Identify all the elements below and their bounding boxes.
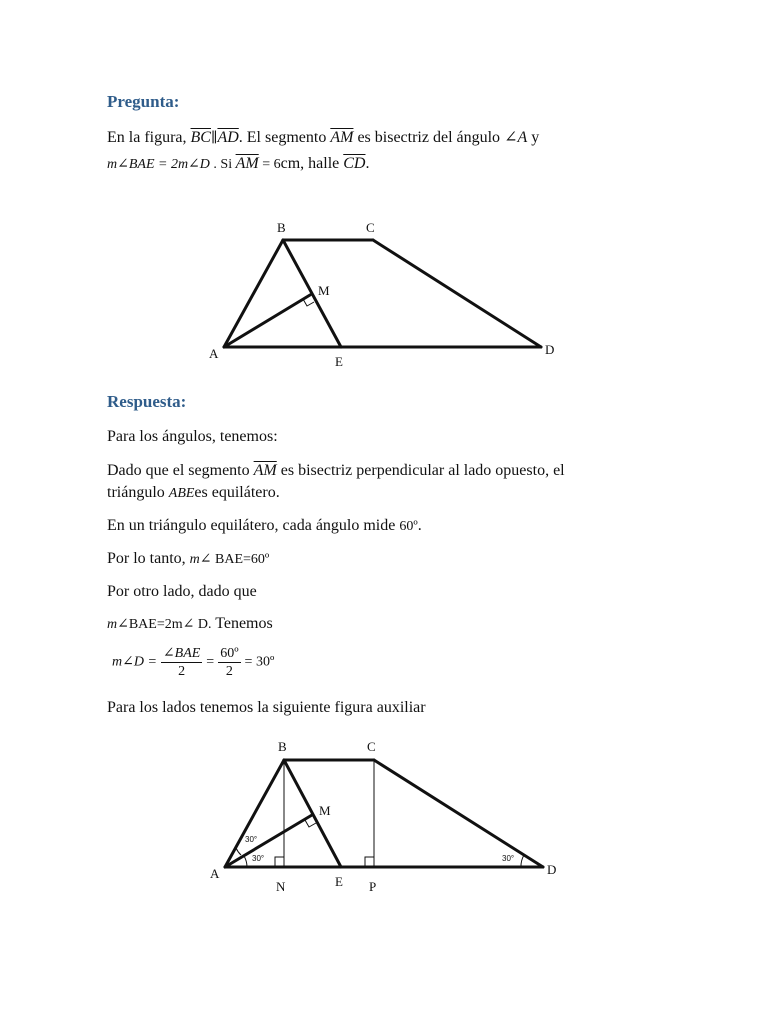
text: Dado que el segmento <box>107 462 254 479</box>
angle-value: 60º <box>399 519 418 534</box>
side-ab <box>225 760 284 867</box>
side-ab <box>224 240 283 347</box>
equals: = <box>206 654 215 670</box>
angle-arc-upper <box>236 848 241 855</box>
text: Tenemos <box>211 615 273 632</box>
denominator: 2 <box>225 664 233 679</box>
segment-am <box>224 295 310 347</box>
segment-be <box>283 240 341 347</box>
segment-am: $\overline{AM}$ <box>253 462 277 479</box>
angle-arc-d <box>521 855 524 867</box>
answer-heading: Respuesta: <box>107 392 187 411</box>
right-angle-mark <box>303 299 314 306</box>
label-a: A <box>209 346 219 361</box>
text: cm, halle <box>280 155 344 172</box>
question-line-1 <box>107 128 539 149</box>
segment-cd: $\overline{CD}$ <box>343 155 366 172</box>
right-angle-mark-p <box>365 857 374 867</box>
label-n: N <box>276 879 286 894</box>
fraction-1 <box>161 645 202 680</box>
text: . El segmento <box>238 129 331 146</box>
angle-equation: BAE=2m∠ D. <box>128 617 212 632</box>
text: . <box>365 155 370 172</box>
angle-label-lower: 30° <box>252 854 265 863</box>
label-b: B <box>277 220 286 235</box>
right-angle-mark-m <box>305 820 316 827</box>
formula-rhs: = 30º <box>244 654 275 670</box>
triangle-abe: ABE <box>168 486 195 501</box>
angle-symbol: m∠ <box>189 552 212 567</box>
question-line-2 <box>107 154 369 175</box>
text: . <box>417 517 422 534</box>
text: y <box>527 129 540 146</box>
segment-ad: $\overline{AD}$ <box>217 129 239 146</box>
angle-equation: BAE=60º <box>211 552 270 567</box>
label-p: P <box>369 879 377 894</box>
text: es equilátero. <box>194 484 280 501</box>
answer-p6 <box>107 614 273 635</box>
label-e: E <box>335 354 343 369</box>
numerator: 60º <box>220 646 239 661</box>
text: es bisectriz perpendicular al lado opuesto, el <box>276 462 565 479</box>
denominator: 2 <box>178 664 186 679</box>
text: triángulo <box>107 484 169 501</box>
label-a: A <box>210 866 220 881</box>
right-angle-mark-n <box>275 857 284 867</box>
label-m: M <box>319 803 331 818</box>
label-d: D <box>547 862 557 877</box>
length-value: = 6 <box>258 157 281 172</box>
label-c: C <box>366 220 375 235</box>
text: Por lo tanto, <box>107 550 190 567</box>
fraction-2 <box>218 645 240 680</box>
label-b: B <box>278 739 287 754</box>
angle-label-d: 30° <box>502 854 515 863</box>
answer-p4 <box>107 549 269 570</box>
segment-bc: $\overline{BC}$ <box>190 129 211 146</box>
angle-label-upper: 30° <box>245 835 258 844</box>
side-cd <box>373 240 541 347</box>
answer-p1: Para los ángulos, tenemos: <box>107 428 278 445</box>
parallel-symbol: ∥ <box>210 131 218 146</box>
angle-arc-lower <box>244 856 247 867</box>
answer-p2-line2 <box>107 483 280 504</box>
label-m: M <box>318 283 330 298</box>
angle-symbol: m∠ <box>107 617 129 632</box>
text: es bisectriz del ángulo <box>353 129 505 146</box>
answer-p5: Por otro lado, dado que <box>107 583 257 600</box>
label-d: D <box>545 342 555 357</box>
angle-equation: m∠BAE = 2m∠D <box>107 157 210 172</box>
formula-lhs: m∠D = <box>112 654 157 670</box>
label-e: E <box>335 874 343 889</box>
label-c: C <box>367 739 376 754</box>
formula <box>112 645 274 680</box>
side-cd <box>374 760 543 867</box>
answer-p2-line1 <box>107 461 565 481</box>
text: En la figura, <box>107 129 191 146</box>
text: . Si <box>209 157 236 172</box>
angle-a: ∠A <box>504 129 528 146</box>
question-heading: Pregunta: <box>107 92 180 111</box>
segment-am: $\overline{AM}$ <box>330 129 354 146</box>
text: En un triángulo equilátero, cada ángulo mide <box>107 517 400 534</box>
segment-be <box>284 760 341 867</box>
numerator: ∠BAE <box>162 646 201 661</box>
answer-p3 <box>107 516 422 537</box>
segment-am: $\overline{AM}$ <box>235 155 259 172</box>
answer-p7: Para los lados tenemos la siguiente figura auxiliar <box>107 699 426 716</box>
segment-am <box>225 815 312 867</box>
